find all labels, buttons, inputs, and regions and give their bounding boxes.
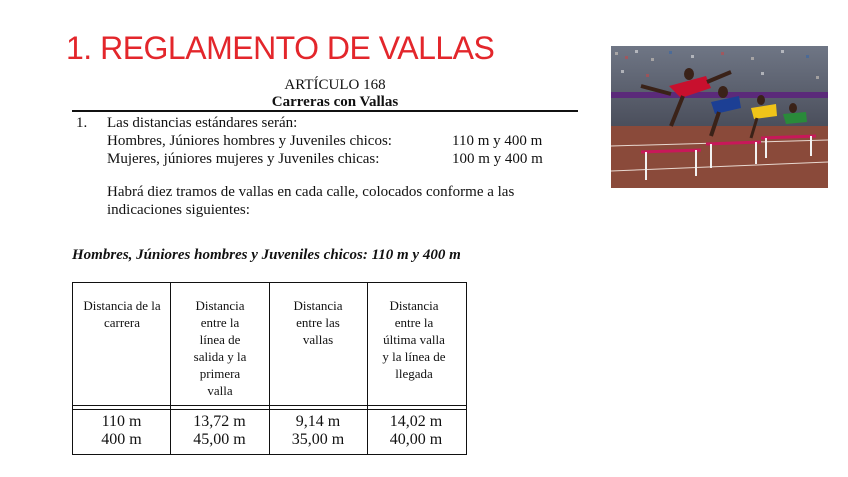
table-header: Distancia entre la línea de salida y la primera valla bbox=[193, 298, 247, 398]
table-cell bbox=[170, 413, 269, 449]
intro-text: Las distancias estándares serán: bbox=[107, 115, 298, 131]
item-number: 1. bbox=[76, 115, 88, 131]
table-divider bbox=[73, 409, 466, 410]
table-cell bbox=[269, 413, 367, 449]
distance-label-women: Mujeres, júniores mujeres y Juveniles chicas: bbox=[107, 151, 380, 167]
distance-value-men: 110 m y 400 m bbox=[452, 133, 543, 149]
cell-value: 400 m bbox=[101, 431, 142, 448]
table-header: Distancia de la carrera bbox=[83, 298, 161, 330]
table-divider bbox=[73, 405, 466, 406]
cell-value: 9,14 m bbox=[295, 413, 341, 430]
cell-value: 13,72 m bbox=[193, 413, 246, 430]
cell-value: 35,00 m bbox=[291, 431, 345, 448]
cell-value: 110 m bbox=[101, 413, 142, 430]
table-cell bbox=[73, 413, 170, 449]
table-header: Distancia entre la última valla y la línea de llegada bbox=[382, 298, 446, 381]
hurdles-table bbox=[72, 282, 467, 455]
distance-value-women: 100 m y 400 m bbox=[452, 151, 543, 167]
article-subtitle: Carreras con Vallas bbox=[271, 94, 399, 110]
paragraph-text: Habrá diez tramos de vallas en cada calle, colocados conforme a las indicaciones siguientes: bbox=[107, 184, 515, 218]
table-cell bbox=[367, 413, 465, 449]
hurdles-race-photo bbox=[611, 46, 828, 188]
cell-value: 40,00 m bbox=[389, 431, 443, 448]
distance-label-men: Hombres, Júniores hombres y Juveniles chicos: bbox=[107, 133, 392, 149]
slide-title: 1. REGLAMENTO DE VALLAS bbox=[66, 30, 495, 66]
cell-value: 45,00 m bbox=[193, 431, 246, 448]
section-heading: Hombres, Júniores hombres y Juveniles chicos: 110 m y 400 m bbox=[72, 247, 461, 263]
heading-rule bbox=[72, 110, 578, 112]
cell-value: 14,02 m bbox=[389, 413, 443, 430]
table-header: Distancia entre las vallas bbox=[293, 298, 343, 347]
article-heading: ARTÍCULO 168 bbox=[284, 77, 386, 93]
